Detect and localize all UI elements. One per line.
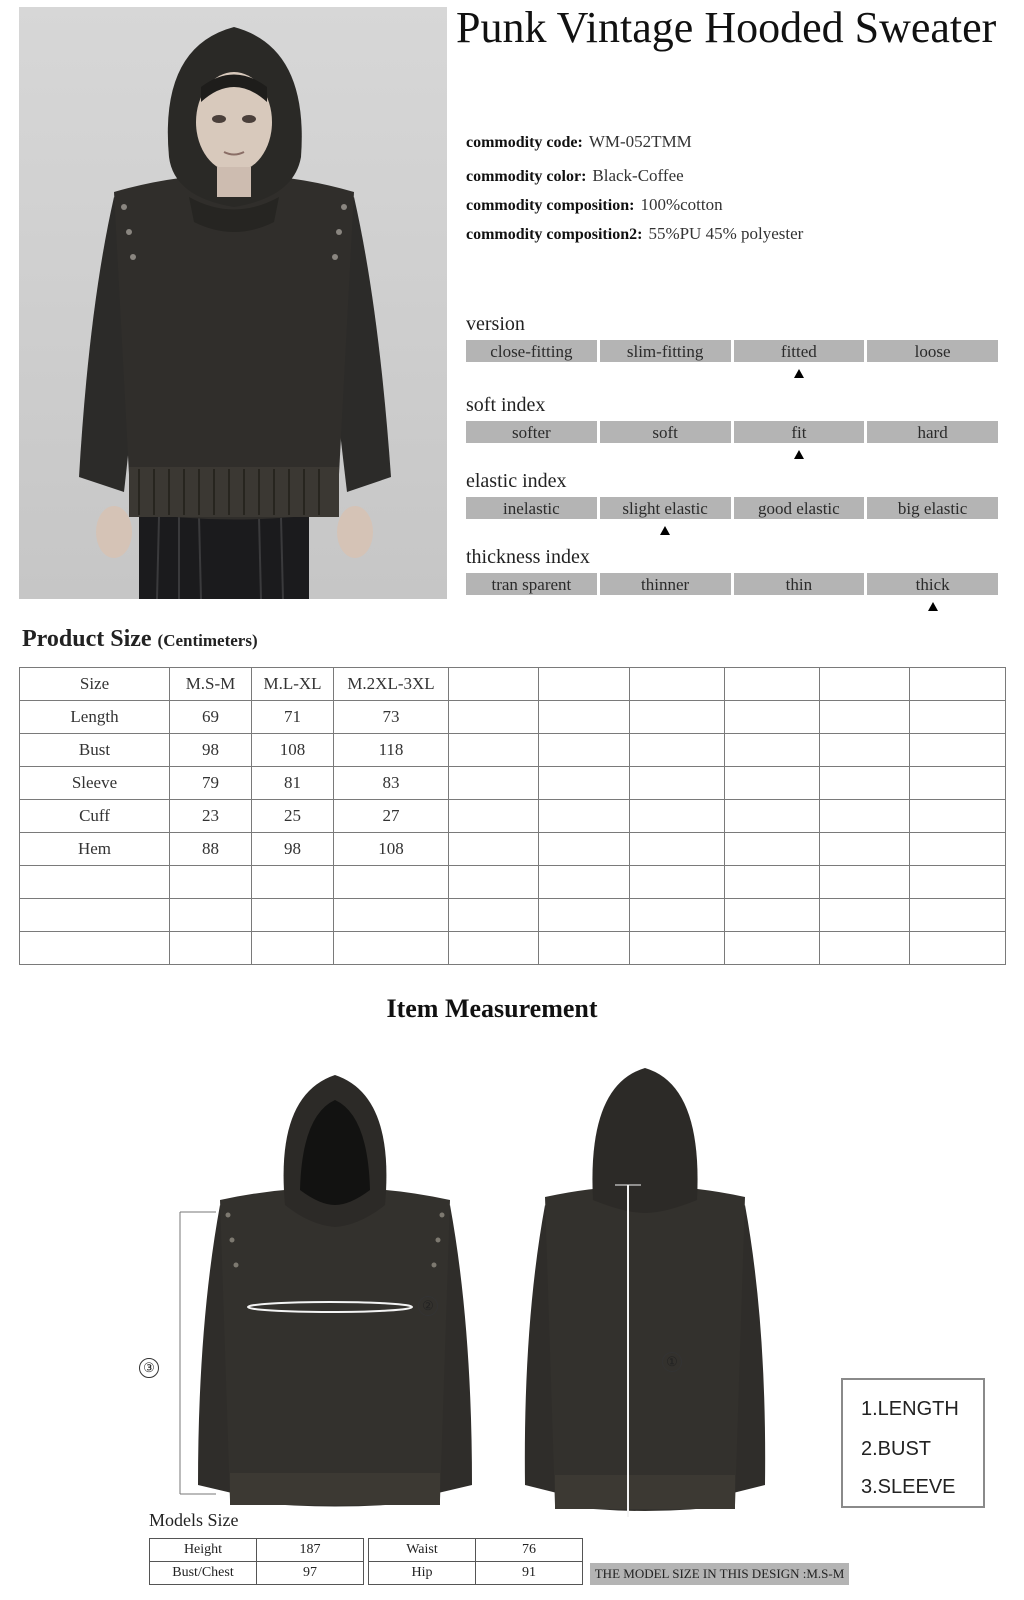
size-cell [334,866,449,899]
spec-label: commodity code: [466,134,583,151]
size-cell: 98 [252,833,334,866]
size-cell [910,899,1006,932]
size-cell [910,701,1006,734]
size-cell: 23 [170,800,252,833]
elastic-option: inelastic [466,497,597,519]
size-cell [820,932,910,965]
elastic-index-scale [466,497,998,519]
sweater-back-image [515,1065,775,1527]
version-label: version [466,313,525,335]
selected-marker-icon [660,526,670,535]
size-table-row [20,701,1006,734]
size-cell [725,932,820,965]
size-cell [910,767,1006,800]
marker-bust: ② [418,1296,438,1316]
model-label: Waist [369,1539,476,1562]
size-cell: Length [20,701,170,734]
size-table-row [20,800,1006,833]
size-cell [449,800,539,833]
size-cell [820,767,910,800]
legend-sleeve: 3.SLEEVE [861,1476,956,1498]
size-table-header-row [20,668,1006,701]
size-cell [725,800,820,833]
model-label: Hip [369,1562,476,1585]
size-cell [725,701,820,734]
size-header-cell [539,668,630,701]
marker-sleeve: ③ [139,1358,159,1378]
size-cell [910,734,1006,767]
size-cell [910,866,1006,899]
spec-value: 100%cotton [640,195,723,214]
legend-length: 1.LENGTH [861,1398,959,1420]
size-cell [252,866,334,899]
size-cell [725,767,820,800]
size-table-row [20,734,1006,767]
size-cell: Bust [20,734,170,767]
thickness-option: tran sparent [466,573,597,595]
legend-bust: 2.BUST [861,1438,932,1460]
product-photo [19,7,447,599]
size-cell [539,701,630,734]
soft-option: hard [867,421,998,443]
size-cell [449,833,539,866]
spec-label: commodity color: [466,168,587,185]
spec-composition [466,195,723,215]
spec-value: Black-Coffee [592,166,684,185]
size-cell: 98 [170,734,252,767]
size-cell [820,866,910,899]
size-header-cell: M.S-M [170,668,252,701]
size-cell [449,866,539,899]
size-cell: 81 [252,767,334,800]
size-cell: Sleeve [20,767,170,800]
selected-marker-icon [794,369,804,378]
size-cell [449,932,539,965]
spec-composition2 [466,224,803,244]
size-cell [449,767,539,800]
spec-code [466,132,692,152]
selected-marker-icon [928,602,938,611]
version-option: close-fitting [466,340,597,362]
size-table-row [20,932,1006,965]
version-option: loose [867,340,998,362]
elastic-option: slight elastic [600,497,731,519]
size-cell [449,734,539,767]
size-cell [630,701,725,734]
elastic-index-label: elastic index [466,470,567,492]
size-cell [630,734,725,767]
size-cell: 69 [170,701,252,734]
model-label: Bust/Chest [150,1562,257,1585]
thickness-option: thin [734,573,865,595]
size-header-cell: Size [20,668,170,701]
size-cell [539,734,630,767]
size-cell [820,800,910,833]
size-cell [725,833,820,866]
size-cell: 71 [252,701,334,734]
size-cell: 25 [252,800,334,833]
size-cell [820,899,910,932]
size-header-cell [725,668,820,701]
size-cell [539,833,630,866]
spec-value: WM-052TMM [588,132,692,151]
soft-option: soft [600,421,731,443]
size-cell [725,866,820,899]
size-cell: 27 [334,800,449,833]
product-size-unit: (Centimeters) [157,631,258,650]
thickness-index-scale [466,573,998,595]
models-size-table-left [149,1538,364,1585]
size-cell [910,932,1006,965]
product-size-table [19,667,1006,965]
size-cell: 73 [334,701,449,734]
size-cell: 83 [334,767,449,800]
elastic-option: good elastic [734,497,865,519]
size-cell [539,767,630,800]
size-cell [630,833,725,866]
version-option: slim-fitting [600,340,731,362]
product-size-heading: Product Size [22,626,152,652]
size-cell [252,899,334,932]
size-cell [910,800,1006,833]
size-cell [725,899,820,932]
size-cell: 118 [334,734,449,767]
size-cell [820,833,910,866]
models-size-table-right [368,1538,583,1585]
thickness-index-label: thickness index [466,546,590,568]
size-cell [20,932,170,965]
size-cell [170,899,252,932]
thickness-option: thinner [600,573,731,595]
size-table-row [20,866,1006,899]
version-scale [466,340,998,362]
item-measurement-title: Item Measurement [386,994,598,1023]
soft-index-scale [466,421,998,443]
spec-value: 55%PU 45% polyester [648,224,804,243]
size-cell [820,701,910,734]
size-cell: 108 [252,734,334,767]
marker-length: ① [662,1352,682,1372]
size-cell [449,899,539,932]
elastic-option: big elastic [867,497,998,519]
size-cell [539,800,630,833]
size-cell: 88 [170,833,252,866]
size-cell [630,800,725,833]
size-header-cell: M.L-XL [252,668,334,701]
size-cell [539,866,630,899]
size-cell [539,899,630,932]
size-header-cell [820,668,910,701]
size-cell [630,866,725,899]
sleeve-measure-bracket [178,1211,218,1495]
size-cell: Cuff [20,800,170,833]
model-value: 97 [257,1562,364,1585]
size-table-row [20,899,1006,932]
size-cell [630,767,725,800]
soft-option: fit [734,421,865,443]
model-size-note: THE MODEL SIZE IN THIS DESIGN :M.S-M [590,1563,849,1585]
spec-label: commodity composition: [466,197,635,214]
product-title: Punk Vintage Hooded Sweater [456,3,997,52]
soft-option: softer [466,421,597,443]
measurement-legend [841,1378,985,1508]
size-cell [334,899,449,932]
size-cell [539,932,630,965]
size-table-row [20,767,1006,800]
size-cell: 79 [170,767,252,800]
model-value: 187 [257,1539,364,1562]
size-cell: 108 [334,833,449,866]
size-header-cell: M.2XL-3XL [334,668,449,701]
selected-marker-icon [794,450,804,459]
sweater-front-image [190,1065,480,1525]
model-value: 76 [476,1539,583,1562]
spec-color [466,166,684,186]
size-cell [20,866,170,899]
size-header-cell [910,668,1006,701]
model-in-hooded-sweater-image [19,7,447,599]
size-cell [630,899,725,932]
size-cell [334,932,449,965]
size-cell [170,932,252,965]
product-size-title [22,626,258,653]
size-cell [910,833,1006,866]
size-cell [630,932,725,965]
size-cell [725,734,820,767]
version-option: fitted [734,340,865,362]
soft-index-label: soft index [466,394,546,416]
size-table-row [20,833,1006,866]
model-label: Height [150,1539,257,1562]
size-header-cell [449,668,539,701]
models-size-title: Models Size [149,1510,239,1530]
spec-label: commodity composition2: [466,226,643,243]
size-cell [170,866,252,899]
model-value: 91 [476,1562,583,1585]
size-cell [252,932,334,965]
size-cell [20,899,170,932]
thickness-option: thick [867,573,998,595]
size-header-cell [630,668,725,701]
size-cell [820,734,910,767]
size-cell: Hem [20,833,170,866]
size-cell [449,701,539,734]
